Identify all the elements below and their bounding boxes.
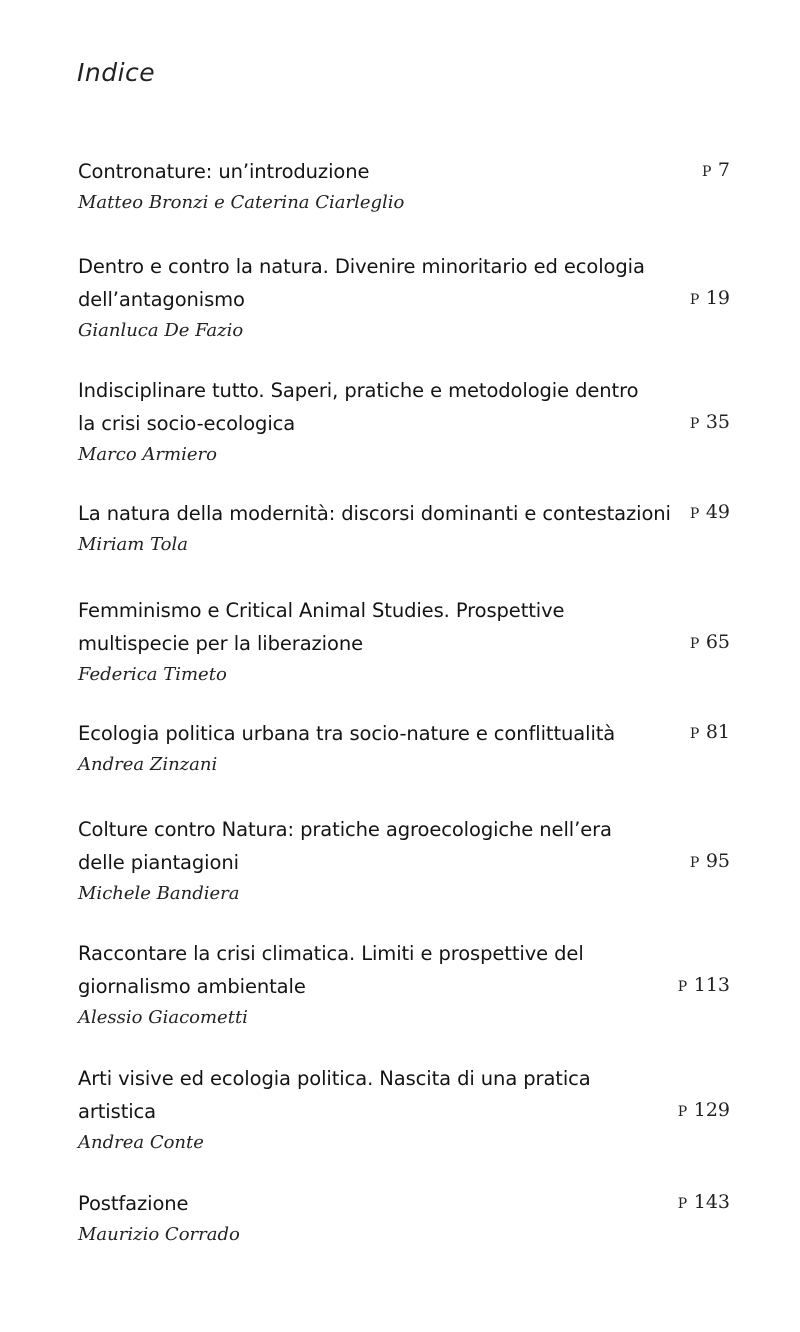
toc-entry <box>78 717 730 778</box>
entry-title-line: Indisciplinare tutto. Saperi, pratiche e metodologie dentro <box>78 379 639 402</box>
entry-title <box>78 374 678 440</box>
entry-title <box>78 937 678 1003</box>
page-number-value: 7 <box>717 159 730 181</box>
toc-entry <box>78 1062 730 1156</box>
toc-entry <box>78 155 730 216</box>
entry-title <box>78 717 678 750</box>
page-prefix: P <box>677 1196 688 1212</box>
entry-title-line: giornalismo ambientale <box>78 975 306 998</box>
entry-title <box>78 1187 678 1220</box>
entry-page-number <box>690 850 730 872</box>
toc-entry <box>78 374 730 468</box>
entry-title-line: Dentro e contro la natura. Divenire minoritario ed ecologia <box>78 255 645 278</box>
entry-page-number <box>702 159 730 181</box>
page-prefix: P <box>689 636 700 652</box>
entry-author: Andrea Conte <box>78 1132 204 1153</box>
page-number-value: 143 <box>693 1191 730 1213</box>
entry-author: Andrea Zinzani <box>78 754 218 775</box>
entry-author: Maurizio Corrado <box>78 1224 240 1245</box>
entry-author: Marco Armiero <box>78 444 217 465</box>
entry-author: Matteo Bronzi e Caterina Ciarleglio <box>78 192 405 213</box>
page-number-value: 113 <box>693 974 730 996</box>
entry-title-line: artistica <box>78 1100 157 1123</box>
page-number-value: 49 <box>705 501 730 523</box>
entry-author: Gianluca De Fazio <box>78 320 244 341</box>
entry-title-line: La natura della modernità: discorsi dominanti e contestazioni <box>78 502 671 525</box>
page-prefix: P <box>689 506 700 522</box>
entry-title <box>78 155 678 188</box>
entry-page-number <box>690 501 730 523</box>
page-prefix: P <box>701 164 712 180</box>
page-number-value: 81 <box>705 721 730 743</box>
entry-title-line: delle piantagioni <box>78 851 239 874</box>
toc-entry <box>78 1187 730 1248</box>
page-prefix: P <box>677 979 688 995</box>
entry-title-line: la crisi socio-ecologica <box>78 412 296 435</box>
page-number-value: 65 <box>705 631 730 653</box>
entry-title-line: Colture contro Natura: pratiche agroecologiche nell’era <box>78 818 612 841</box>
page-prefix: P <box>689 726 700 742</box>
entry-title <box>78 813 678 879</box>
toc-entry <box>78 813 730 907</box>
entry-page-number <box>678 1191 730 1213</box>
entry-title <box>78 1062 678 1128</box>
toc-entry <box>78 250 730 344</box>
page-title: Indice <box>77 58 156 87</box>
entry-title-line: Femminismo e Critical Animal Studies. Prospettive <box>78 599 565 622</box>
page-number-value: 19 <box>705 287 730 309</box>
entry-title <box>78 250 678 316</box>
page-prefix: P <box>677 1104 688 1120</box>
entry-page-number <box>690 411 730 433</box>
toc-entry <box>78 937 730 1031</box>
entry-title-line: multispecie per la liberazione <box>78 632 363 655</box>
page-number-value: 129 <box>693 1099 730 1121</box>
entry-author: Michele Bandiera <box>78 883 240 904</box>
entry-author: Federica Timeto <box>78 664 227 685</box>
page-prefix: P <box>689 416 700 432</box>
entry-page-number <box>690 287 730 309</box>
entry-title-line: Ecologia politica urbana tra socio-nature e conflittualità <box>78 722 616 745</box>
entry-page-number <box>690 721 730 743</box>
toc-entry <box>78 594 730 688</box>
entry-title <box>78 497 678 530</box>
page-prefix: P <box>689 855 700 871</box>
entry-page-number <box>690 631 730 653</box>
entry-page-number <box>678 1099 730 1121</box>
entry-title-line: Raccontare la crisi climatica. Limiti e prospettive del <box>78 942 584 965</box>
entry-title-line: dell’antagonismo <box>78 288 245 311</box>
entry-title-line: Contronature: un’introduzione <box>78 160 370 183</box>
entry-author: Alessio Giacometti <box>78 1007 248 1028</box>
entry-title-line: Arti visive ed ecologia politica. Nascita di una pratica <box>78 1067 591 1090</box>
page-number-value: 35 <box>705 411 730 433</box>
page-number-value: 95 <box>705 850 730 872</box>
entry-title-line: Postfazione <box>78 1192 189 1215</box>
entry-title <box>78 594 678 660</box>
entry-page-number <box>678 974 730 996</box>
entry-author: Miriam Tola <box>78 534 189 555</box>
page-prefix: P <box>689 292 700 308</box>
toc-entry <box>78 497 730 558</box>
